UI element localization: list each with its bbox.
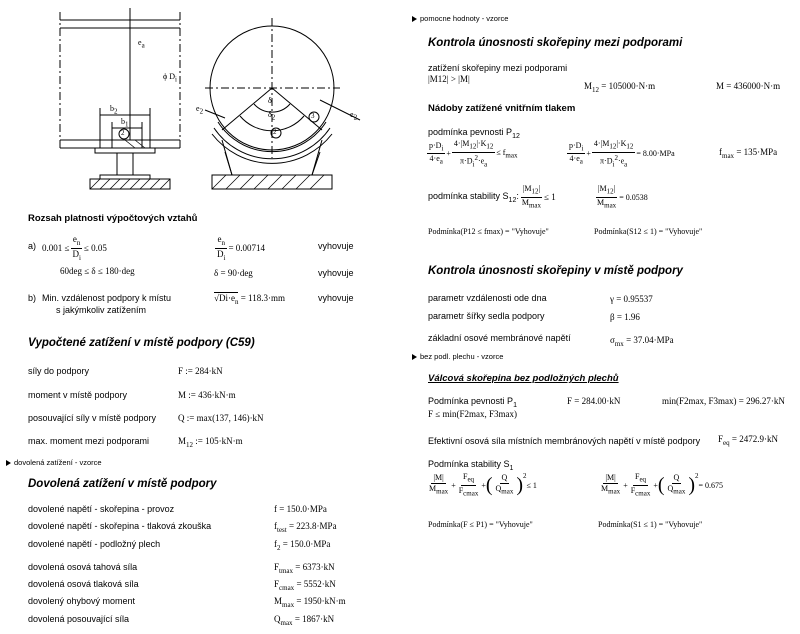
allow-row-label: dovolená osová tlaková síla: [28, 579, 139, 589]
between-title: Kontrola únosnosti skořepiny mezi podporami: [428, 37, 683, 49]
calc-row-value: F := 284·kN: [178, 366, 223, 376]
calc-row-label: moment v místě podpory: [28, 390, 128, 400]
feq-label: Efektivní osová síla místních membránových napětí v místě podpory: [428, 436, 701, 446]
allow-row-value: $F_{tmax} = 6373\cdot kN$: [274, 562, 335, 575]
support-row-value: $\sigma_{mx} = 37.04\cdot MPa$: [610, 335, 674, 348]
diagram-label-b2: $b_2$: [110, 104, 118, 116]
diagram-label-di: ϕ $D_i$: [163, 72, 177, 84]
diagram-label-n2b: 2: [273, 128, 277, 136]
cyl-title: Válcová skořepina bez podložných plechů: [428, 373, 619, 384]
condition-p12: Podmínka(P12 ≤ fmax) = "Vyhovuje": [428, 227, 549, 236]
expand-arrow-icon: [412, 354, 417, 360]
allow-row-value: $f_{test} = 223.8\cdot MPa$: [274, 521, 337, 534]
range-a-val2: δ = 90·deg: [214, 268, 253, 278]
allow-row-label: dovolený ohybový moment: [28, 596, 136, 606]
range-b-line2: s jakýmkoliv zatížením: [56, 305, 147, 315]
diagram-label-ea: $e_a$: [138, 38, 145, 50]
diagram-label-b1: $b_1$: [121, 117, 129, 129]
range-b-label: b): [28, 293, 37, 303]
between-m: M = 436000·N·m: [716, 81, 781, 91]
range-b-val: $√Di\cdot e_n = 118.3\cdot mm$: [214, 293, 285, 306]
diagram-label-n3: 3: [311, 112, 315, 120]
calc-row-label: síly do podpory: [28, 366, 90, 376]
calc-row-value: M := 436·kN·m: [178, 390, 236, 400]
range-a-ok1: vyhovuje: [318, 241, 354, 251]
between-subtitle: Nádoby zatížené vnitřním tlakem: [428, 103, 576, 114]
allow-row-label: dovolená posouvající síla: [28, 614, 130, 624]
calc-row-value: $M_{12}$ := 105·kN·m: [178, 436, 243, 449]
allow-row-value: $F_{cmax} = 5552\cdot kN$: [274, 579, 336, 592]
toggle-pomocne-hodnoty[interactable]: pomocne hodnoty - vzorce: [412, 14, 508, 23]
diagram-label-e2: $e_2$: [196, 104, 204, 116]
p1-condition: F ≤ min(F2max, F3max): [428, 409, 517, 419]
range-a-cond1: 0.001 ≤ $\frac{e_n}{D_i}$ ≤ 0.05: [42, 234, 107, 262]
fmax-value: $f_{max} = 135\cdot MPa$: [719, 147, 778, 160]
range-title: Rozsah platnosti výpočtových vztahů: [28, 213, 198, 224]
range-a-val1: $\frac{e_n}{D_i}$ = 0.00714: [217, 234, 266, 262]
allow-row-value: $Q_{max} = 1867\cdot kN$: [274, 614, 335, 627]
feq-value: $F_{eq} = 2472.9\cdot kN$: [718, 434, 778, 447]
toggle-dovolena-zatizeni[interactable]: dovolená zatížení - vzorce: [6, 458, 102, 467]
support-row-label: parametr šířky sedla podpory: [428, 311, 545, 321]
between-cond: |M12| > |M|: [428, 74, 470, 84]
stability-evaluated: $\frac{|M_{12}|}{M_{max}}$ = 0.0538: [597, 184, 648, 210]
toggle-bez-podl-plechu[interactable]: bez podl. plechu - vzorce: [412, 352, 503, 361]
diagram-label-e2b: $e_2$: [350, 110, 358, 122]
calc-row-label: max. moment mezi podporami: [28, 436, 150, 446]
strength-label: podmínka pevnosti $P_{12}$: [428, 127, 520, 140]
allow-row-label: dovolené napětí - skořepina - tlaková zkouška: [28, 521, 212, 531]
range-b-ok: vyhovuje: [318, 293, 354, 303]
condition-s12: Podmínka(S12 ≤ 1) = "Vyhovuje": [594, 227, 703, 236]
between-m12: $M_{12} = 105000\cdot N\cdot m$: [584, 81, 656, 94]
saddle-support-drawing: [0, 0, 395, 200]
range-a-cond2: 60deg ≤ δ ≤ 180·deg: [60, 266, 135, 276]
allow-row-label: dovolené napětí - podložný plech: [28, 539, 161, 549]
diagram-label-delta: δ: [268, 96, 272, 105]
p1-force: F = 284.00·kN: [567, 396, 621, 406]
p1-min: min(F2max, F3max) = 296.27·kN: [662, 396, 785, 406]
allow-row-value: $f_2 = 150.0\cdot MPa$: [274, 539, 331, 552]
calc-row-label: posouvající síly v místě podpory: [28, 413, 157, 423]
expand-arrow-icon: [412, 16, 417, 22]
condition-f-p1: Podmínka(F ≤ P1) = "Vyhovuje": [428, 520, 533, 529]
support-row-value: γ = 0.95537: [610, 294, 653, 304]
allow-row-value: $M_{max} = 1950\cdot kN\cdot m$: [274, 596, 346, 609]
support-row-label: základní osové membránové napětí: [428, 333, 571, 343]
s1-formula-general: $\frac{|M|}{M_{max}}$ + $\frac{F_{eq}}{F_{cmax}}$ + ( $\frac{Q}{Q_{max}}$ ) 2 ≤ 1: [429, 472, 537, 498]
allow-title: Dovolená zatížení v místě podpory: [28, 478, 217, 490]
allow-row-label: dovolená osová tahová síla: [28, 562, 138, 572]
diagram-label-delta2: $\delta_2$: [268, 110, 276, 122]
strength-formula-evaluated: $\frac{p\cdot D_i}{4\cdot e_a}$ + $\frac{4\cdot|M_{12}|\cdot K_{12}}{\pi\cdot D_i^2\cdot e_a}$ = 8.00·MPa: [569, 139, 675, 168]
range-a-ok2: vyhovuje: [318, 268, 354, 278]
support-title: Kontrola únosnosti skořepiny v místě podpory: [428, 265, 683, 277]
support-row-value: β = 1.96: [610, 312, 640, 322]
expand-arrow-icon: [6, 460, 11, 466]
stability-label: podmínka stability $S_{12}$: $\frac{|M_{12}|}{M_{max}}$ ≤ 1: [428, 184, 556, 210]
p1-label: Podmínka pevnosti $P_1$: [428, 396, 517, 409]
allow-row-value: f = 150.0·MPa: [274, 504, 327, 514]
s1-label: Podmínka stability $S_1$: [428, 459, 514, 472]
calc-title: Vypočtené zatížení v místě podpory (C59): [28, 337, 255, 349]
condition-s1: Podmínka(S1 ≤ 1) = "Vyhovuje": [598, 520, 703, 529]
range-a-label: a): [28, 241, 37, 251]
between-load-label: zatížení skořepiny mezi podporami: [428, 63, 568, 73]
range-b-line1: Min. vzdálenost podpory k místu: [42, 293, 172, 303]
allow-row-label: dovolené napětí - skořepina - provoz: [28, 504, 175, 514]
strength-formula-general: $\frac{p\cdot D_i}{4\cdot e_a}$ + $\frac{4\cdot|M_{12}|\cdot K_{12}}{\pi\cdot D_i^2\cdot e_a}$ ≤ $f_{max}$: [429, 139, 518, 168]
diagram-label-n2: 2: [121, 129, 125, 137]
support-row-label: parametr vzdálenosti ode dna: [428, 293, 547, 303]
s1-formula-evaluated: $\frac{|M|}{M_{max}}$ + $\frac{F_{eq}}{F_{cmax}}$ + ( $\frac{Q}{Q_{max}}$ ) 2 = 0.675: [601, 472, 724, 498]
calc-row-value: Q := max(137, 146)·kN: [178, 413, 264, 423]
